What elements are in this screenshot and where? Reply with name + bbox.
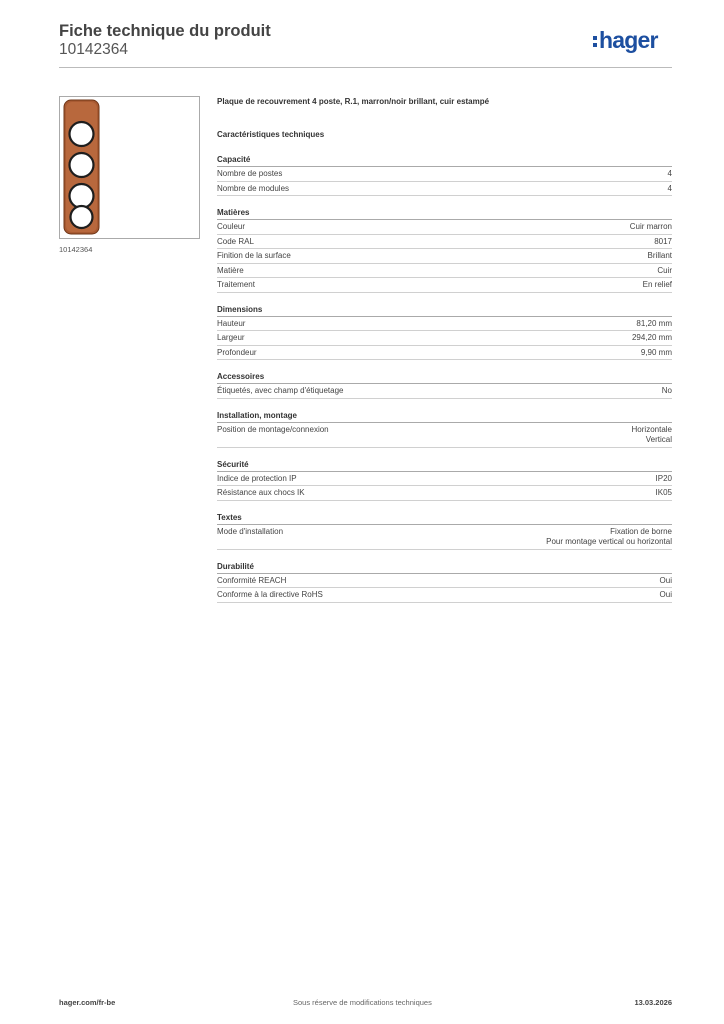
spec-row	[217, 235, 672, 250]
document-header	[59, 22, 271, 59]
section-title: Textes	[217, 513, 672, 525]
spec-value	[648, 251, 672, 262]
product-details	[217, 96, 672, 603]
product-description: Plaque de recouvrement 4 poste, R.1, marron/noir brillant, cuir estampé	[217, 97, 490, 106]
spec-value-line: 81,20 mm	[636, 318, 672, 328]
spec-label: Conformité REACH	[217, 575, 287, 585]
spec-value-line: 294,20 mm	[631, 333, 672, 342]
spec-value	[656, 474, 672, 485]
spec-row	[217, 220, 672, 235]
spec-value	[636, 319, 672, 330]
spec-value-line: 9,90 mm	[640, 347, 672, 357]
spec-row	[217, 423, 672, 448]
spec-sections	[217, 155, 672, 603]
spec-row	[217, 486, 672, 501]
spec-value	[668, 184, 672, 195]
spec-label: Hauteur	[217, 318, 246, 328]
spec-value-line: Horizontale	[631, 424, 672, 434]
spec-row	[217, 278, 672, 293]
spec-value	[630, 222, 672, 233]
section-title: Dimensions	[217, 305, 672, 317]
spec-value-line: Oui	[659, 590, 672, 599]
spec-value-line: En relief	[642, 280, 672, 289]
section-title: Sécurité	[217, 460, 672, 472]
product-image	[59, 96, 200, 239]
spec-label: Traitement	[217, 280, 255, 289]
footer-disclaimer: Sous réserve de modifications techniques	[293, 998, 432, 1007]
spec-section	[217, 305, 672, 361]
spec-label: Nombre de modules	[217, 183, 290, 193]
section-title: Accessoires	[217, 372, 672, 384]
section-title: Capacité	[217, 155, 672, 167]
spec-row	[217, 472, 672, 487]
spec-value-line: Oui	[659, 575, 672, 585]
spec-row	[217, 249, 672, 264]
spec-row	[217, 384, 672, 399]
spec-section	[217, 513, 672, 550]
spec-value-line: Brillant	[647, 251, 672, 260]
spec-label: Couleur	[217, 222, 246, 231]
spec-label: Conforme à la directive RoHS	[217, 590, 323, 599]
section-title: Durabilité	[217, 562, 672, 574]
logo-wordmark: hager	[599, 27, 658, 53]
spec-value-line: IP20	[655, 473, 672, 483]
spec-row	[217, 346, 672, 361]
spec-label: Finition de la surface	[217, 251, 291, 260]
spec-row	[217, 331, 672, 346]
spec-row	[217, 525, 672, 550]
spec-value-line: Vertical	[645, 435, 672, 444]
spec-row	[217, 264, 672, 279]
spec-value-line: 4	[667, 169, 672, 178]
footer-website: hager.com/fr-be	[59, 998, 116, 1007]
spec-value	[641, 348, 672, 359]
cover-plate-illustration	[60, 97, 199, 238]
spec-label: Profondeur	[217, 347, 257, 357]
spec-value	[662, 386, 672, 397]
spec-row	[217, 167, 672, 182]
spec-label: Mode d'installation	[217, 526, 284, 536]
characteristics-heading: Caractéristiques techniques	[217, 130, 325, 139]
spec-row	[217, 182, 672, 197]
spec-label: Code RAL	[217, 236, 254, 246]
spec-value	[546, 527, 672, 548]
spec-value	[632, 333, 672, 344]
spec-section	[217, 155, 672, 196]
spec-value	[654, 237, 672, 248]
logo-dots-icon	[593, 36, 597, 47]
spec-label: Nombre de postes	[217, 169, 283, 178]
spec-label: Résistance aux chocs IK	[217, 488, 305, 497]
spec-label: Étiquetés, avec champ d'étiquetage	[217, 386, 344, 395]
section-title: Installation, montage	[217, 411, 672, 423]
spec-value	[643, 280, 672, 291]
spec-value	[656, 488, 672, 499]
hager-logo	[593, 28, 658, 52]
spec-row	[217, 317, 672, 332]
footer-date: 13.03.2026	[634, 998, 672, 1007]
spec-value-line: No	[661, 386, 672, 395]
spec-value	[660, 590, 672, 601]
spec-value	[668, 169, 672, 180]
spec-section	[217, 208, 672, 293]
spec-value-line: Fixation de borne	[610, 526, 672, 536]
spec-label: Largeur	[217, 333, 245, 342]
spec-value-line: Cuir	[657, 265, 672, 275]
spec-label: Indice de protection IP	[217, 473, 297, 483]
spec-value-line: 4	[667, 183, 672, 193]
spec-value	[660, 576, 672, 587]
header-divider	[59, 67, 672, 68]
spec-value	[657, 266, 672, 277]
spec-label: Position de montage/connexion	[217, 424, 329, 434]
spec-section	[217, 372, 672, 399]
spec-section	[217, 460, 672, 501]
spec-row	[217, 588, 672, 603]
spec-section	[217, 562, 672, 603]
spec-value-line: Cuir marron	[629, 222, 672, 231]
spec-value-line: Pour montage vertical ou horizontal	[546, 537, 672, 546]
spec-label: Matière	[217, 265, 244, 275]
spec-section	[217, 411, 672, 448]
spec-row	[217, 574, 672, 589]
spec-value-line: 8017	[654, 236, 672, 246]
product-reference: 10142364	[59, 41, 128, 58]
image-caption: 10142364	[59, 245, 93, 254]
document-title: Fiche technique du produit	[59, 22, 271, 40]
spec-value-line: IK05	[655, 488, 672, 497]
section-title: Matières	[217, 208, 672, 220]
spec-value	[632, 425, 672, 446]
